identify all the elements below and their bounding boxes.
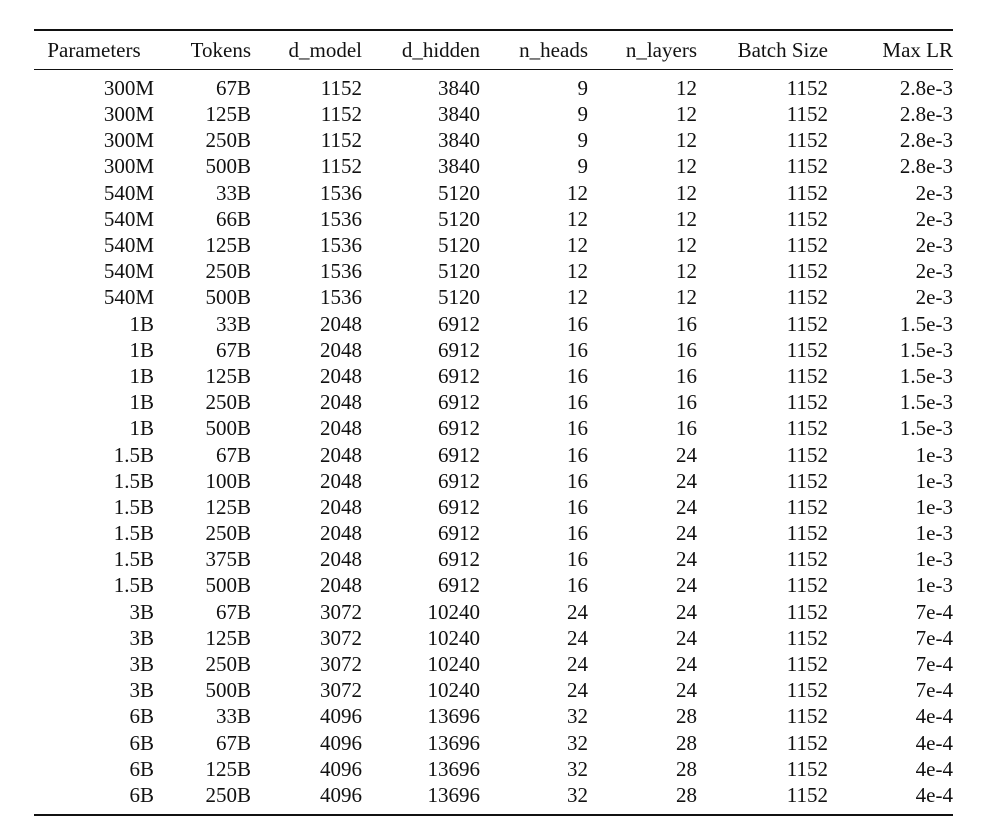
- cell-n-layers: 12: [676, 128, 697, 153]
- cell-batch-size: 1152: [786, 76, 828, 100]
- cell-batch-size: 1152: [786, 573, 828, 598]
- cell-d-hidden: 10240: [427, 599, 480, 624]
- cell-batch-size: 1152: [786, 337, 828, 362]
- cell-d-hidden: 6912: [438, 521, 480, 546]
- cell-batch-size: 1152: [786, 259, 828, 284]
- cell-d-model: 1152: [320, 128, 362, 153]
- cell-n-layers: 12: [676, 206, 697, 231]
- table-row: [34, 70, 953, 102]
- cell-n-layers: 12: [676, 180, 697, 205]
- cell-parameters: 540M: [103, 233, 154, 258]
- cell-n-layers: 28: [676, 704, 697, 729]
- cell-batch-size: 1152: [786, 730, 828, 755]
- cell-tokens: 125B: [205, 756, 251, 781]
- cell-batch-size: 1152: [786, 102, 828, 127]
- cell-max-lr: 1.5e-3: [899, 416, 953, 441]
- cell-batch-size: 1152: [786, 311, 828, 336]
- cell-parameters: 1.5B: [113, 521, 154, 546]
- cell-max-lr: 1.5e-3: [899, 311, 953, 336]
- cell-batch-size: 1152: [786, 233, 828, 258]
- cell-max-lr: 1e-3: [915, 442, 953, 467]
- cell-max-lr: 1.5e-3: [899, 390, 953, 415]
- cell-parameters: 1B: [129, 363, 154, 388]
- cell-n-layers: 16: [676, 363, 697, 388]
- cell-parameters: 1.5B: [113, 468, 154, 493]
- cell-batch-size: 1152: [786, 704, 828, 729]
- header-max-lr: Max LR: [882, 37, 953, 62]
- cell-n-layers: 24: [676, 625, 697, 650]
- cell-d-hidden: 6912: [438, 390, 480, 415]
- hyperparameter-table-container: [34, 29, 953, 816]
- cell-parameters: 1B: [129, 311, 154, 336]
- table-row: [34, 232, 953, 258]
- cell-tokens: 33B: [215, 311, 251, 336]
- cell-max-lr: 2e-3: [915, 206, 953, 231]
- table-row: [34, 389, 953, 415]
- cell-batch-size: 1152: [786, 652, 828, 677]
- cell-tokens: 250B: [205, 652, 251, 677]
- table-row: [34, 756, 953, 782]
- cell-tokens: 66B: [215, 206, 251, 231]
- cell-parameters: 540M: [103, 180, 154, 205]
- cell-d-hidden: 10240: [427, 652, 480, 677]
- hyperparameter-table: [34, 29, 953, 814]
- cell-d-hidden: 3840: [438, 102, 480, 127]
- cell-tokens: 500B: [205, 573, 251, 598]
- cell-n-layers: 16: [676, 416, 697, 441]
- cell-max-lr: 2.8e-3: [899, 128, 953, 153]
- cell-n-heads: 16: [567, 494, 588, 519]
- cell-parameters: 540M: [103, 259, 154, 284]
- cell-d-hidden: 5120: [438, 180, 480, 205]
- cell-n-heads: 16: [567, 311, 588, 336]
- table-row: [34, 311, 953, 337]
- cell-d-hidden: 13696: [427, 730, 480, 755]
- cell-parameters: 3B: [129, 599, 154, 624]
- cell-d-model: 1536: [320, 285, 362, 310]
- cell-d-hidden: 3840: [438, 76, 480, 100]
- cell-max-lr: 2e-3: [915, 180, 953, 205]
- cell-n-heads: 16: [567, 416, 588, 441]
- table-row: [34, 730, 953, 756]
- header-batch-size: Batch Size: [737, 37, 828, 62]
- table-row: [34, 363, 953, 389]
- cell-parameters: 300M: [103, 128, 154, 153]
- table-row: [34, 127, 953, 153]
- cell-n-heads: 12: [567, 259, 588, 284]
- cell-d-hidden: 6912: [438, 363, 480, 388]
- cell-d-model: 1536: [320, 259, 362, 284]
- cell-parameters: 1.5B: [113, 494, 154, 519]
- table-row: [34, 520, 953, 546]
- cell-max-lr: 1e-3: [915, 573, 953, 598]
- cell-batch-size: 1152: [786, 180, 828, 205]
- header-n-layers: n_layers: [625, 37, 697, 62]
- cell-tokens: 125B: [205, 494, 251, 519]
- cell-d-hidden: 6912: [438, 494, 480, 519]
- cell-d-model: 1536: [320, 180, 362, 205]
- cell-d-hidden: 5120: [438, 285, 480, 310]
- cell-n-heads: 16: [567, 521, 588, 546]
- cell-max-lr: 1e-3: [915, 494, 953, 519]
- cell-n-heads: 32: [567, 730, 588, 755]
- cell-max-lr: 2.8e-3: [899, 76, 953, 100]
- header-d-hidden: d_hidden: [401, 37, 480, 62]
- table-row: [34, 599, 953, 625]
- cell-tokens: 250B: [205, 521, 251, 546]
- cell-max-lr: 2e-3: [915, 233, 953, 258]
- header-row: [34, 30, 953, 70]
- cell-max-lr: 2e-3: [915, 259, 953, 284]
- cell-batch-size: 1152: [786, 547, 828, 572]
- cell-n-layers: 24: [676, 547, 697, 572]
- cell-n-layers: 24: [676, 494, 697, 519]
- table-row: [34, 258, 953, 284]
- cell-d-hidden: 6912: [438, 311, 480, 336]
- table-row: [34, 337, 953, 363]
- table-row: [34, 572, 953, 598]
- cell-n-layers: 12: [676, 259, 697, 284]
- table-row: [34, 546, 953, 572]
- cell-d-hidden: 3840: [438, 128, 480, 153]
- cell-parameters: 300M: [103, 102, 154, 127]
- cell-d-hidden: 6912: [438, 547, 480, 572]
- cell-d-model: 2048: [320, 442, 362, 467]
- table-row: [34, 153, 953, 179]
- cell-tokens: 125B: [205, 102, 251, 127]
- cell-parameters: 6B: [129, 782, 154, 807]
- cell-n-layers: 24: [676, 573, 697, 598]
- cell-d-model: 2048: [320, 416, 362, 441]
- cell-parameters: 1B: [129, 390, 154, 415]
- cell-n-layers: 16: [676, 390, 697, 415]
- cell-n-heads: 32: [567, 782, 588, 807]
- cell-n-layers: 24: [676, 442, 697, 467]
- cell-max-lr: 1.5e-3: [899, 363, 953, 388]
- cell-batch-size: 1152: [786, 206, 828, 231]
- cell-n-layers: 24: [676, 599, 697, 624]
- table-row: [34, 651, 953, 677]
- cell-d-model: 2048: [320, 311, 362, 336]
- cell-d-model: 4096: [320, 730, 362, 755]
- cell-d-model: 2048: [320, 337, 362, 362]
- table-row: [34, 677, 953, 703]
- cell-n-layers: 12: [676, 154, 697, 179]
- cell-tokens: 250B: [205, 259, 251, 284]
- cell-n-layers: 24: [676, 468, 697, 493]
- cell-parameters: 6B: [129, 756, 154, 781]
- cell-d-model: 2048: [320, 390, 362, 415]
- table-body: [34, 70, 953, 814]
- table-header: [34, 30, 953, 70]
- cell-parameters: 300M: [103, 76, 154, 100]
- cell-batch-size: 1152: [786, 363, 828, 388]
- cell-d-model: 3072: [320, 599, 362, 624]
- cell-d-model: 2048: [320, 494, 362, 519]
- cell-d-model: 3072: [320, 678, 362, 703]
- cell-max-lr: 7e-4: [915, 652, 953, 677]
- cell-max-lr: 7e-4: [915, 678, 953, 703]
- table-row: [34, 625, 953, 651]
- cell-tokens: 67B: [215, 599, 251, 624]
- cell-batch-size: 1152: [786, 625, 828, 650]
- cell-n-heads: 32: [567, 756, 588, 781]
- cell-n-heads: 12: [567, 233, 588, 258]
- cell-d-model: 2048: [320, 521, 362, 546]
- table-row: [34, 782, 953, 814]
- cell-n-layers: 24: [676, 652, 697, 677]
- header-d-model: d_model: [288, 37, 362, 62]
- cell-n-heads: 24: [567, 599, 588, 624]
- cell-d-model: 2048: [320, 468, 362, 493]
- cell-batch-size: 1152: [786, 756, 828, 781]
- cell-n-heads: 24: [567, 678, 588, 703]
- cell-batch-size: 1152: [786, 154, 828, 179]
- cell-n-heads: 9: [577, 76, 588, 100]
- cell-n-heads: 16: [567, 468, 588, 493]
- cell-batch-size: 1152: [786, 494, 828, 519]
- table-row: [34, 494, 953, 520]
- cell-d-hidden: 13696: [427, 704, 480, 729]
- cell-batch-size: 1152: [786, 128, 828, 153]
- cell-parameters: 3B: [129, 652, 154, 677]
- cell-batch-size: 1152: [786, 678, 828, 703]
- header-n-heads: n_heads: [519, 37, 588, 62]
- cell-max-lr: 1.5e-3: [899, 337, 953, 362]
- cell-tokens: 250B: [205, 390, 251, 415]
- cell-n-heads: 32: [567, 704, 588, 729]
- cell-parameters: 1.5B: [113, 547, 154, 572]
- cell-n-heads: 12: [567, 206, 588, 231]
- cell-n-heads: 16: [567, 337, 588, 362]
- cell-parameters: 1.5B: [113, 442, 154, 467]
- cell-parameters: 6B: [129, 704, 154, 729]
- cell-n-layers: 28: [676, 730, 697, 755]
- cell-tokens: 500B: [205, 285, 251, 310]
- cell-batch-size: 1152: [786, 521, 828, 546]
- cell-parameters: 1.5B: [113, 573, 154, 598]
- cell-d-model: 2048: [320, 363, 362, 388]
- cell-parameters: 1B: [129, 416, 154, 441]
- cell-d-model: 4096: [320, 704, 362, 729]
- cell-d-model: 1536: [320, 233, 362, 258]
- cell-tokens: 125B: [205, 233, 251, 258]
- cell-tokens: 500B: [205, 154, 251, 179]
- cell-n-heads: 12: [567, 285, 588, 310]
- cell-max-lr: 7e-4: [915, 625, 953, 650]
- cell-tokens: 100B: [205, 468, 251, 493]
- cell-tokens: 67B: [215, 337, 251, 362]
- cell-max-lr: 2e-3: [915, 285, 953, 310]
- cell-d-model: 4096: [320, 756, 362, 781]
- cell-max-lr: 4e-4: [915, 756, 953, 781]
- cell-n-layers: 28: [676, 782, 697, 807]
- cell-d-hidden: 6912: [438, 416, 480, 441]
- cell-max-lr: 1e-3: [915, 521, 953, 546]
- cell-batch-size: 1152: [786, 599, 828, 624]
- cell-tokens: 250B: [205, 782, 251, 807]
- cell-n-layers: 24: [676, 678, 697, 703]
- cell-d-hidden: 6912: [438, 573, 480, 598]
- cell-tokens: 375B: [205, 547, 251, 572]
- cell-n-heads: 24: [567, 652, 588, 677]
- cell-tokens: 67B: [215, 442, 251, 467]
- cell-tokens: 500B: [205, 416, 251, 441]
- cell-n-heads: 24: [567, 625, 588, 650]
- cell-d-model: 1152: [320, 102, 362, 127]
- cell-d-hidden: 5120: [438, 206, 480, 231]
- cell-n-layers: 24: [676, 521, 697, 546]
- cell-d-model: 1536: [320, 206, 362, 231]
- cell-n-heads: 16: [567, 442, 588, 467]
- table-row: [34, 284, 953, 310]
- cell-n-heads: 16: [567, 573, 588, 598]
- cell-d-hidden: 10240: [427, 625, 480, 650]
- cell-parameters: 3B: [129, 678, 154, 703]
- cell-n-layers: 28: [676, 756, 697, 781]
- cell-batch-size: 1152: [786, 285, 828, 310]
- cell-tokens: 67B: [215, 76, 251, 100]
- cell-n-heads: 16: [567, 390, 588, 415]
- cell-n-heads: 9: [577, 154, 588, 179]
- cell-n-heads: 9: [577, 128, 588, 153]
- cell-d-model: 2048: [320, 547, 362, 572]
- cell-tokens: 250B: [205, 128, 251, 153]
- cell-batch-size: 1152: [786, 390, 828, 415]
- cell-tokens: 500B: [205, 678, 251, 703]
- cell-d-hidden: 6912: [438, 468, 480, 493]
- cell-n-layers: 16: [676, 337, 697, 362]
- cell-parameters: 540M: [103, 285, 154, 310]
- cell-d-hidden: 3840: [438, 154, 480, 179]
- cell-d-hidden: 13696: [427, 782, 480, 807]
- cell-d-model: 2048: [320, 573, 362, 598]
- header-parameters: Parameters: [47, 37, 141, 62]
- cell-n-heads: 12: [567, 180, 588, 205]
- cell-d-model: 3072: [320, 625, 362, 650]
- cell-d-model: 1152: [320, 76, 362, 100]
- table-row: [34, 441, 953, 467]
- cell-n-heads: 16: [567, 547, 588, 572]
- cell-parameters: 300M: [103, 154, 154, 179]
- cell-max-lr: 2.8e-3: [899, 154, 953, 179]
- bottom-rule: [34, 814, 953, 816]
- cell-batch-size: 1152: [786, 442, 828, 467]
- cell-n-layers: 12: [676, 233, 697, 258]
- cell-tokens: 67B: [215, 730, 251, 755]
- cell-d-hidden: 5120: [438, 259, 480, 284]
- cell-d-model: 1152: [320, 154, 362, 179]
- cell-tokens: 125B: [205, 625, 251, 650]
- cell-tokens: 125B: [205, 363, 251, 388]
- cell-parameters: 6B: [129, 730, 154, 755]
- cell-batch-size: 1152: [786, 416, 828, 441]
- cell-n-layers: 12: [676, 76, 697, 100]
- cell-parameters: 540M: [103, 206, 154, 231]
- cell-parameters: 3B: [129, 625, 154, 650]
- cell-d-model: 4096: [320, 782, 362, 807]
- cell-n-heads: 16: [567, 363, 588, 388]
- cell-max-lr: 4e-4: [915, 730, 953, 755]
- cell-max-lr: 1e-3: [915, 468, 953, 493]
- cell-d-hidden: 13696: [427, 756, 480, 781]
- table-row: [34, 180, 953, 206]
- table-row: [34, 468, 953, 494]
- cell-d-hidden: 6912: [438, 442, 480, 467]
- table-row: [34, 206, 953, 232]
- cell-max-lr: 4e-4: [915, 782, 953, 807]
- table-row: [34, 101, 953, 127]
- cell-batch-size: 1152: [786, 468, 828, 493]
- cell-max-lr: 2.8e-3: [899, 102, 953, 127]
- cell-n-layers: 12: [676, 285, 697, 310]
- cell-n-layers: 16: [676, 311, 697, 336]
- cell-n-heads: 9: [577, 102, 588, 127]
- cell-max-lr: 4e-4: [915, 704, 953, 729]
- cell-tokens: 33B: [215, 180, 251, 205]
- cell-d-hidden: 5120: [438, 233, 480, 258]
- header-tokens: Tokens: [190, 37, 251, 62]
- cell-max-lr: 7e-4: [915, 599, 953, 624]
- cell-parameters: 1B: [129, 337, 154, 362]
- cell-d-hidden: 10240: [427, 678, 480, 703]
- cell-max-lr: 1e-3: [915, 547, 953, 572]
- cell-n-layers: 12: [676, 102, 697, 127]
- table-row: [34, 703, 953, 729]
- cell-batch-size: 1152: [786, 782, 828, 807]
- table-row: [34, 415, 953, 441]
- cell-tokens: 33B: [215, 704, 251, 729]
- cell-d-hidden: 6912: [438, 337, 480, 362]
- cell-d-model: 3072: [320, 652, 362, 677]
